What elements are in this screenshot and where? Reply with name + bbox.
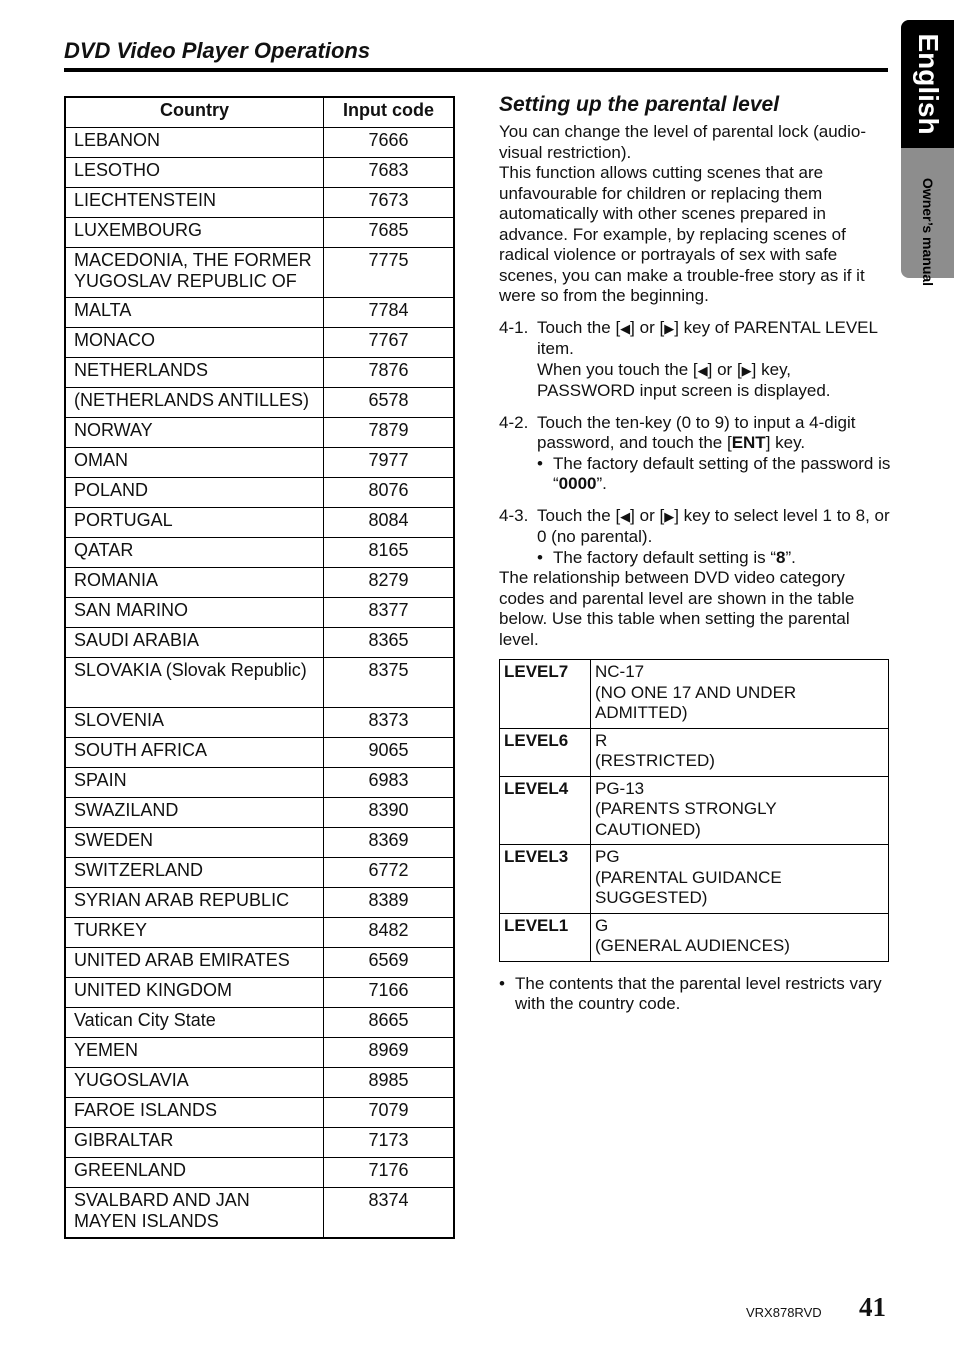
table-row [65, 798, 454, 828]
country-cell: LUXEMBOURG [65, 218, 324, 248]
category-description: (RESTRICTED) [595, 751, 715, 770]
step-number: 4-3. [499, 505, 529, 525]
step-text: ] or [ [707, 359, 742, 379]
category-description: (PARENTS STRONGLY CAUTIONED) [595, 799, 777, 839]
function-paragraph: This function allows cutting scenes that are unfavourable for children or replacing them automatically with other scenes prepared in advance. For example, by replacing scenes of radical violence or portrayals of sex with safe scenes, you can make a trouble-free story as if it were so from the beginning. [499, 163, 865, 305]
country-cell: ROMANIA [65, 568, 324, 598]
table-row [65, 598, 454, 628]
country-cell: MONACO [65, 328, 324, 358]
level-cell: LEVEL1 [500, 913, 591, 961]
table-row [65, 1068, 454, 1098]
category-code: PG-13 [595, 778, 645, 798]
left-arrow-icon: ◀ [620, 508, 631, 524]
table-row [65, 628, 454, 658]
input-code-cell: 7775 [324, 248, 455, 298]
default-password: 0000 [558, 474, 597, 493]
input-code-cell: 8377 [324, 598, 455, 628]
note-text: ”. [785, 547, 796, 567]
level-row [500, 776, 889, 845]
input-code-header: Input code [324, 97, 455, 128]
table-row [65, 1008, 454, 1038]
country-cell: SAN MARINO [65, 598, 324, 628]
input-code-cell: 7079 [324, 1098, 455, 1128]
manual-label: Owner’s manual [920, 177, 936, 287]
language-label: English [913, 33, 944, 135]
category-code: G [595, 915, 609, 935]
table-row [65, 918, 454, 948]
input-code-cell: 7176 [324, 1158, 455, 1188]
step-text: When you touch the [ [537, 359, 698, 379]
table-row [65, 218, 454, 248]
category-cell [591, 845, 889, 914]
input-code-cell: 7784 [324, 298, 455, 328]
category-cell [591, 660, 889, 729]
input-code-cell: 7683 [324, 158, 455, 188]
input-code-cell: 8969 [324, 1038, 455, 1068]
right-arrow-icon: ▶ [664, 508, 675, 524]
country-cell: FAROE ISLANDS [65, 1098, 324, 1128]
category-code: PG [595, 847, 620, 866]
category-description: (PARENTAL GUIDANCE SUGGESTED) [595, 867, 782, 907]
input-code-cell: 8390 [324, 798, 455, 828]
category-description: (GENERAL AUDIENCES) [595, 936, 790, 955]
input-code-cell: 8084 [324, 508, 455, 538]
parental-level-table [499, 659, 889, 962]
language-tab [901, 20, 954, 287]
category-cell [591, 913, 889, 961]
input-code-cell: 7977 [324, 448, 455, 478]
step-text: ] key, PASSWORD input screen is displayed. [537, 359, 831, 400]
input-code-cell: 9065 [324, 738, 455, 768]
parental-title: Setting up the parental level [499, 93, 780, 116]
table-header-row [65, 97, 454, 128]
right-arrow-icon: ▶ [741, 362, 752, 378]
country-cell: OMAN [65, 448, 324, 478]
left-arrow-icon: ◀ [697, 362, 708, 378]
category-description: (NO ONE 17 AND UNDER ADMITTED) [595, 682, 797, 722]
note-text: ”. [596, 474, 607, 493]
country-cell: LESOTHO [65, 158, 324, 188]
input-code-cell: 7173 [324, 1128, 455, 1158]
input-code-cell: 8076 [324, 478, 455, 508]
level-cell: LEVEL3 [500, 845, 591, 914]
table-row [65, 888, 454, 918]
step-number: 4-1. [499, 317, 529, 337]
country-cell: LEBANON [65, 128, 324, 158]
step-text: Touch the [ [537, 505, 621, 525]
category-cell [591, 776, 889, 845]
table-row [65, 248, 454, 298]
table-row [65, 158, 454, 188]
level-cell: LEVEL6 [500, 728, 591, 776]
country-cell: MALTA [65, 298, 324, 328]
country-cell: (NETHERLANDS ANTILLES) [65, 388, 324, 418]
input-code-cell: 8389 [324, 888, 455, 918]
country-cell: SPAIN [65, 768, 324, 798]
input-code-cell: 8482 [324, 918, 455, 948]
section-title: DVD Video Player Operations [64, 38, 371, 63]
table-row [65, 948, 454, 978]
level-row [500, 845, 889, 914]
country-cell: YEMEN [65, 1038, 324, 1068]
input-code-cell: 7666 [324, 128, 455, 158]
level-row [500, 728, 889, 776]
input-code-cell: 8375 [324, 658, 455, 708]
table-row [65, 978, 454, 1008]
step-text: ] key. [765, 433, 806, 452]
input-code-cell: 8374 [324, 1188, 455, 1239]
table-row [65, 708, 454, 738]
model-number: VRX878RVD [746, 1305, 822, 1320]
step-4-2 [499, 413, 891, 495]
page-number: 41 [859, 1292, 886, 1322]
country-cell: TURKEY [65, 918, 324, 948]
input-code-cell: 7879 [324, 418, 455, 448]
country-cell: SLOVENIA [65, 708, 324, 738]
country-code-table [64, 96, 455, 1239]
bullet-icon: • [537, 547, 543, 567]
table-row [65, 128, 454, 158]
intro-paragraph: You can change the level of parental lock (audio-visual restriction). [499, 122, 867, 162]
category-cell [591, 728, 889, 776]
table-row [65, 448, 454, 478]
table-row [65, 478, 454, 508]
level-cell: LEVEL7 [500, 660, 591, 729]
table-row [65, 418, 454, 448]
country-cell: SVALBARD AND JAN MAYEN ISLANDS [65, 1188, 324, 1239]
table-row [65, 568, 454, 598]
step-number: 4-2. [499, 412, 529, 432]
table-row [65, 1188, 454, 1239]
table-row [65, 358, 454, 388]
level-row [500, 913, 889, 961]
level-row [500, 660, 889, 729]
bullet-icon: • [499, 973, 505, 993]
country-cell: NORWAY [65, 418, 324, 448]
step-text: ] or [ [630, 317, 665, 337]
default-level: 8 [776, 547, 786, 567]
table-row [65, 1128, 454, 1158]
table-row [65, 828, 454, 858]
country-cell: GREENLAND [65, 1158, 324, 1188]
level-cell: LEVEL4 [500, 776, 591, 845]
input-code-cell: 8369 [324, 828, 455, 858]
input-code-cell: 8373 [324, 708, 455, 738]
step-4-1 [499, 318, 891, 402]
country-cell: POLAND [65, 478, 324, 508]
right-arrow-icon: ▶ [664, 320, 675, 336]
input-code-cell: 7767 [324, 328, 455, 358]
level-table-body [500, 660, 889, 962]
step-text: ] key of PARENTAL LEVEL item. [537, 317, 878, 358]
relationship-paragraph: The relationship between DVD video category codes and parental level are shown in the table below. Use this table when setting the parental level. [499, 568, 855, 649]
default-password-note [537, 454, 891, 495]
note-text: The factory default setting is “ [553, 547, 776, 567]
table-row [65, 328, 454, 358]
input-code-cell: 8279 [324, 568, 455, 598]
category-code: R [595, 730, 608, 750]
note-text: The factory default setting of the password is “ [553, 453, 891, 493]
input-code-cell: 8665 [324, 1008, 455, 1038]
country-cell: SYRIAN ARAB REPUBLIC [65, 888, 324, 918]
note-text: The contents that the parental level restricts vary with the country code. [515, 973, 882, 1013]
input-code-cell: 7673 [324, 188, 455, 218]
country-cell: PORTUGAL [65, 508, 324, 538]
input-code-cell: 6569 [324, 948, 455, 978]
table-row [65, 188, 454, 218]
input-code-cell: 7685 [324, 218, 455, 248]
country-cell: SWEDEN [65, 828, 324, 858]
country-header: Country [65, 97, 324, 128]
header-rule [64, 68, 888, 72]
country-cell: MACEDONIA, THE FORMER YUGOSLAV REPUBLIC OF [65, 248, 324, 298]
table-row [65, 738, 454, 768]
step-text: Touch the ten-key (0 to 9) to input a 4-digit password, and touch the [ [537, 412, 856, 452]
ent-key-label: ENT [731, 433, 766, 452]
country-cell: UNITED ARAB EMIRATES [65, 948, 324, 978]
input-code-cell: 7876 [324, 358, 455, 388]
step-text: ] or [ [630, 505, 665, 525]
country-cell: SLOVAKIA (Slovak Republic) [65, 658, 324, 708]
bullet-icon: • [537, 453, 543, 473]
country-cell: GIBRALTAR [65, 1128, 324, 1158]
country-cell: LIECHTENSTEIN [65, 188, 324, 218]
table-row [65, 508, 454, 538]
table-row [65, 658, 454, 708]
table-row [65, 858, 454, 888]
country-cell: QATAR [65, 538, 324, 568]
country-code-note [499, 974, 891, 1015]
country-cell: UNITED KINGDOM [65, 978, 324, 1008]
input-code-cell: 8365 [324, 628, 455, 658]
input-code-cell: 6983 [324, 768, 455, 798]
table-row [65, 1098, 454, 1128]
category-code: NC-17 [595, 662, 645, 681]
country-cell: SWAZILAND [65, 798, 324, 828]
table-row [65, 388, 454, 418]
left-arrow-icon: ◀ [620, 320, 631, 336]
country-table-body [65, 128, 454, 1239]
default-level-note [537, 548, 891, 569]
table-row [65, 768, 454, 798]
input-code-cell: 8985 [324, 1068, 455, 1098]
parental-section [499, 92, 891, 1015]
input-code-cell: 7166 [324, 978, 455, 1008]
country-cell: SWITZERLAND [65, 858, 324, 888]
step-text: ] key to select level 1 to 8, or 0 (no parental). [537, 505, 890, 546]
country-cell: NETHERLANDS [65, 358, 324, 388]
table-row [65, 1038, 454, 1068]
country-cell: SAUDI ARABIA [65, 628, 324, 658]
step-text: Touch the [ [537, 317, 621, 337]
table-row [65, 538, 454, 568]
country-cell: SOUTH AFRICA [65, 738, 324, 768]
input-code-cell: 6578 [324, 388, 455, 418]
country-cell: YUGOSLAVIA [65, 1068, 324, 1098]
table-row [65, 298, 454, 328]
step-4-3 [499, 506, 891, 569]
input-code-cell: 8165 [324, 538, 455, 568]
country-cell: Vatican City State [65, 1008, 324, 1038]
table-row [65, 1158, 454, 1188]
input-code-cell: 6772 [324, 858, 455, 888]
